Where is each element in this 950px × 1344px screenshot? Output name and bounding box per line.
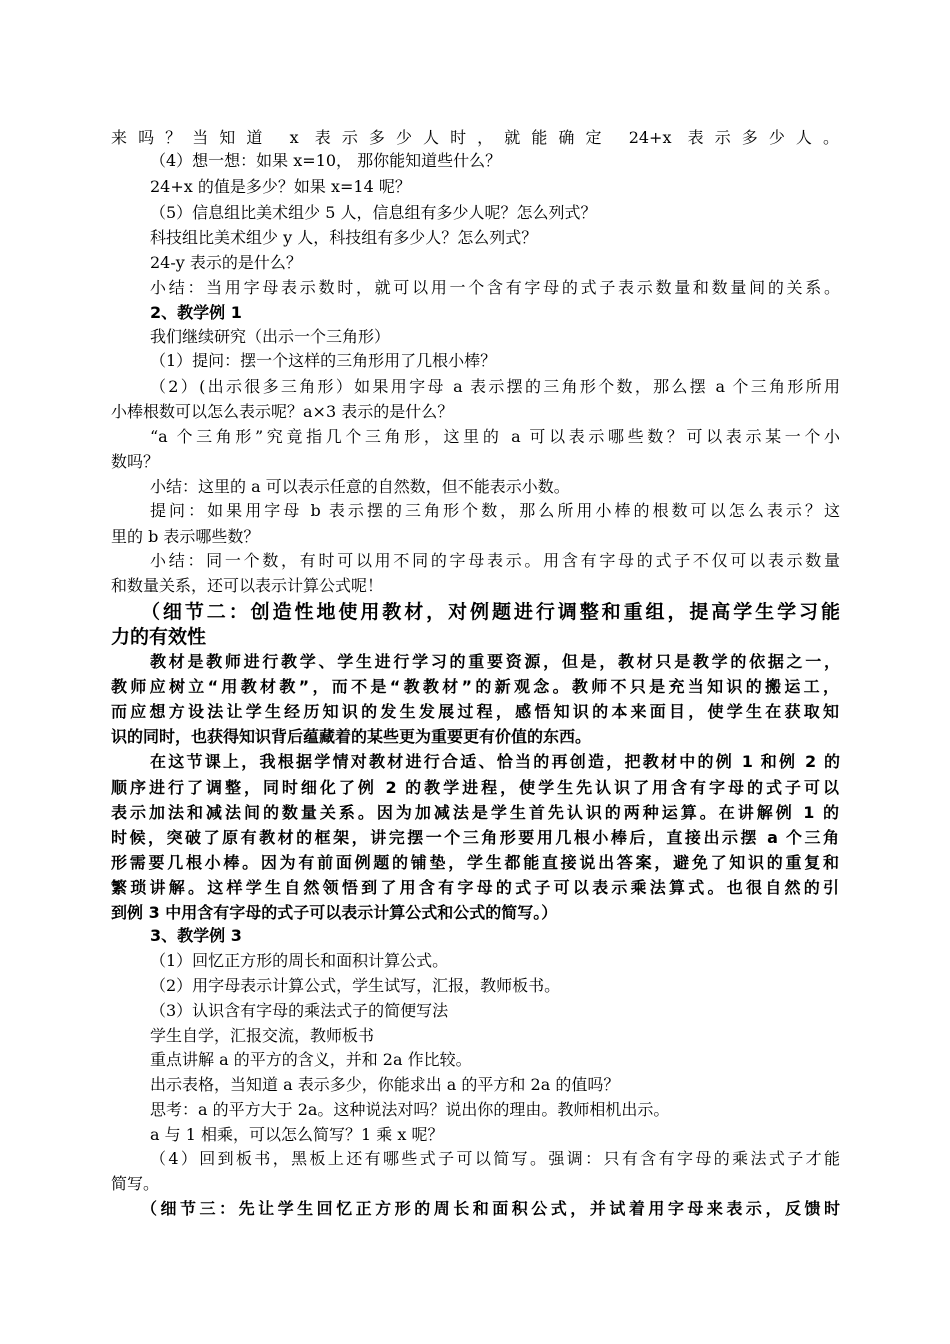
- text-line: 教材是教师进行教学、学生进行学习的重要资源，但是，教材只是教学的依据之一，: [150, 652, 840, 671]
- text-line: 形需要几根小棒。因为有前面例题的铺垫，学生都能直接说出答案，避免了知识的重复和: [111, 853, 839, 872]
- detail-heading: （细节三：先让学生回忆正方形的周长和面积公式，并试着用字母来表示，反馈时: [141, 1199, 840, 1218]
- text-line: （4）想一想：如果 x=10， 那你能知道些什么？: [150, 151, 502, 170]
- text-line: 小棒根数可以怎么表示呢？a×3 表示的是什么？: [111, 402, 454, 421]
- text-line: 繁琐讲解。这样学生自然领悟到了用含有字母的式子可以表示乘法算式。也很自然的引: [111, 878, 839, 897]
- text-line: 时候，突破了原有教材的框架，讲完摆一个三角形要用几根小棒后，直接出示摆 a 个三角: [111, 828, 839, 847]
- text-line: 科技组比美术组少 y 人，科技组有多少人？怎么列式？: [150, 228, 538, 247]
- text-line: 到例 3 中用含有字母的式子可以表示计算公式和公式的简写。）: [111, 903, 558, 922]
- text-line: 24-y 表示的是什么？: [150, 253, 302, 272]
- text-line: 而应想方设法让学生经历知识的发生发展过程，感悟知识的本来面目，使学生在获取知: [111, 702, 839, 721]
- text-line: （1）提问：摆一个这样的三角形用了几根小棒？: [150, 351, 497, 370]
- text-line: 教师应树立“用教材教”，而不是“教教材”的新观念。教师不只是充当知识的搬运工，: [111, 677, 839, 696]
- section-heading: 2、教学例 1: [150, 303, 242, 322]
- text-line: 学生自学，汇报交流，教师板书: [150, 1026, 375, 1045]
- text-line: （1）回忆正方形的周长和面积计算公式。: [150, 951, 449, 970]
- text-line: a 与 1 相乘，可以怎么简写？1 乘 x 呢？: [150, 1125, 444, 1144]
- text-line: （2）(出示很多三角形）如果用字母 a 表示摆的三角形个数，那么摆 a 个三角形所用: [150, 377, 840, 396]
- text-line: 思考：a 的平方大于 2a。这种说法对吗？说出你的理由。教师相机出示。: [150, 1100, 670, 1119]
- text-line: 小结：这里的 a 可以表示任意的自然数，但不能表示小数。: [150, 477, 570, 496]
- text-line: 出示表格，当知道 a 表示多少，你能求出 a 的平方和 2a 的值吗？: [150, 1075, 620, 1094]
- text-line: 重点讲解 a 的平方的含义，并和 2a 作比较。: [150, 1050, 472, 1069]
- section-heading: 3、教学例 3: [150, 926, 242, 945]
- text-line: “a 个三角形”究竟指几个三角形，这里的 a 可以表示哪些数？可以表示某一个小: [150, 427, 840, 446]
- text-line: 和数量关系，还可以表示计算公式呢！: [111, 576, 384, 595]
- text-line: 我们继续研究（出示一个三角形）: [150, 327, 391, 346]
- text-line: （3）认识含有字母的乘法式子的简便写法: [150, 1001, 449, 1020]
- text-line: 识的同时，也获得知识背后蕴藏着的某些更为重要更有价值的东西。: [111, 727, 592, 746]
- text-line: （5）信息组比美术组少 5 人，信息组有多少人呢？怎么列式？: [150, 203, 597, 222]
- text-line: 在这节课上，我根据学情对教材进行合适、恰当的再创造，把教材中的例 1 和例 2 的: [150, 752, 840, 771]
- text-line: 来吗？当知道 x 表示多少人时，就能确定 24+x 表示多少人。: [111, 128, 839, 147]
- text-line: 表示加法和减法间的数量关系。因为加减法是学生首先认识的两种运算。在讲解例 1 的: [111, 803, 839, 822]
- text-line: 提问：如果用字母 b 表示摆的三角形个数，那么所用小棒的根数可以怎么表示？这: [150, 501, 840, 520]
- text-line: 简写。: [111, 1174, 160, 1193]
- text-line: 小结：当用字母表示数时，就可以用一个含有字母的式子表示数量和数量间的关系。: [150, 278, 840, 297]
- text-line: 里的 b 表示哪些数？: [111, 527, 260, 546]
- text-line: （4）回到板书，黑板上还有哪些式子可以简写。强调：只有含有字母的乘法式子才能: [150, 1149, 840, 1168]
- detail-heading: （细节二：创造性地使用教材，对例题进行调整和重组，提高学生学习能: [141, 601, 840, 623]
- text-line: 小结：同一个数，有时可以用不同的字母表示。用含有字母的式子不仅可以表示数量: [150, 551, 840, 570]
- text-line: 24+x 的值是多少？如果 x=14 呢？: [150, 177, 411, 196]
- text-line: （2）用字母表示计算公式，学生试写，汇报，教师板书。: [150, 976, 561, 995]
- text-line: 数吗？: [111, 452, 160, 471]
- detail-heading: 力的有效性: [111, 626, 207, 648]
- text-line: 顺序进行了调整，同时细化了例 2 的教学进程，使学生先认识了用含有字母的式子可以: [111, 778, 839, 797]
